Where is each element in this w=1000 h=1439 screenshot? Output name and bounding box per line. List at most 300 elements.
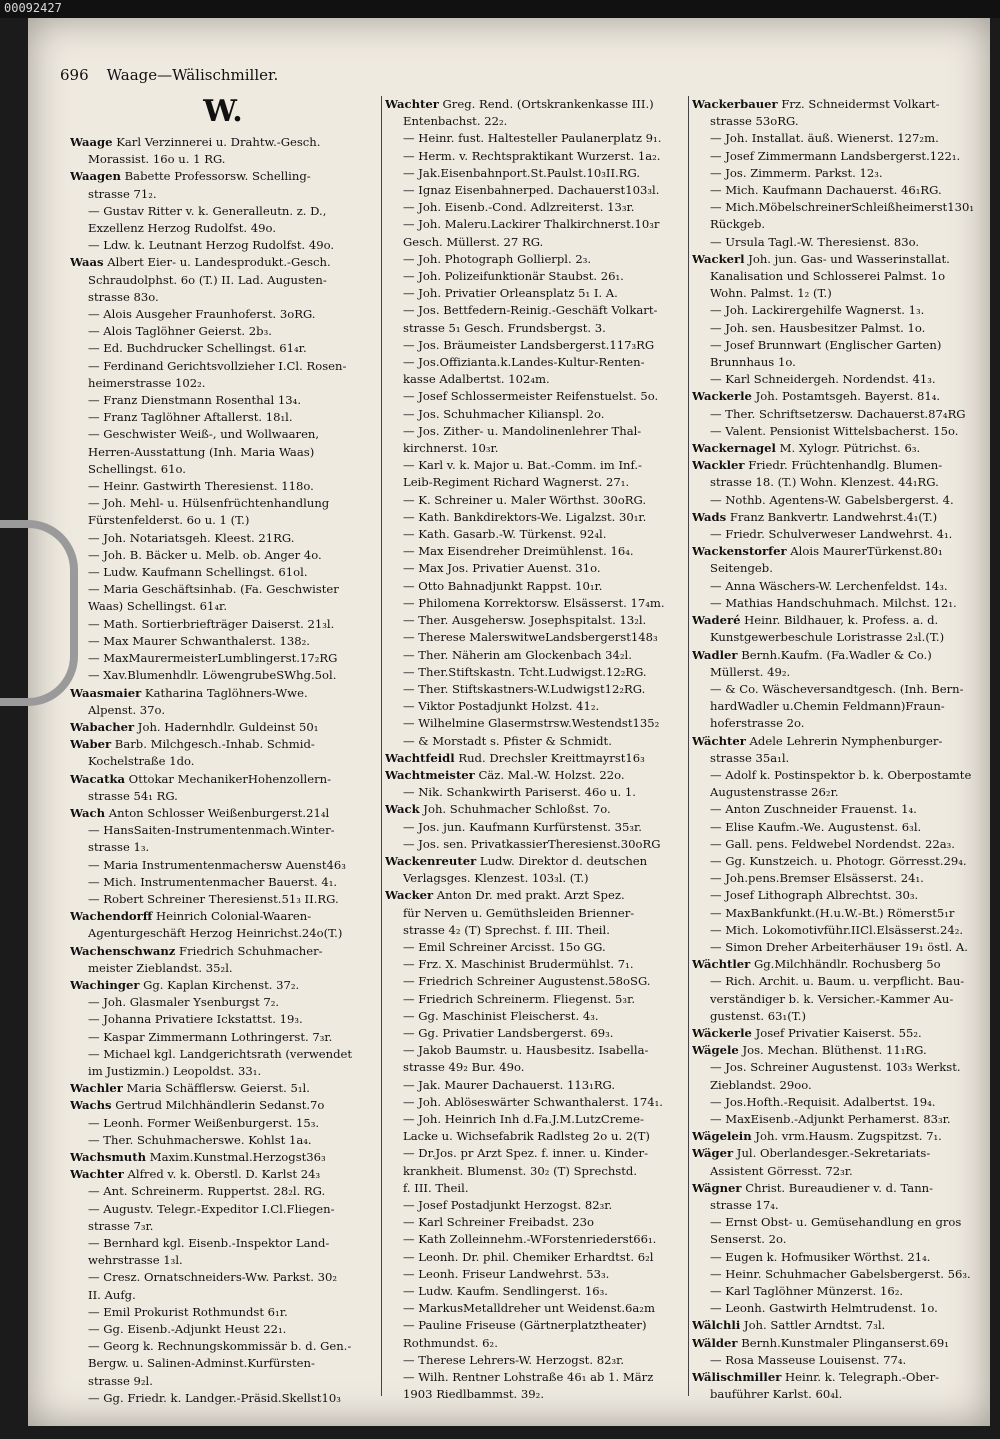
entry-text: — Herm. v. Rechtspraktikant Wurzerst. 1a₂. (403, 148, 661, 163)
directory-entry (385, 234, 683, 251)
entry-text: — Jakob Baumstr. u. Hausbesitz. Isabella- (403, 1043, 649, 1058)
entry-text: Rückgeb. (710, 217, 766, 232)
directory-entry (70, 323, 376, 340)
entry-text: — Georg k. Rechnungskommissär b. d. Gen.- (88, 1339, 352, 1354)
directory-entry (692, 870, 980, 887)
entry-text: kirchnerst. 10₃r. (403, 441, 499, 456)
entry-text: — Heinr. Gastwirth Theresienst. 118o. (88, 479, 314, 494)
entry-surname: Wägele (692, 1043, 739, 1058)
entry-surname: Wachenschwanz (70, 943, 176, 958)
entry-text: Exzellenz Herzog Rudolfst. 49o. (88, 221, 277, 236)
directory-entry (692, 1077, 980, 1094)
directory-entry (385, 1317, 683, 1334)
directory-entry (385, 819, 683, 836)
directory-entry (692, 681, 980, 698)
entry-text: — Rich. Archit. u. Baum. u. verpflicht. Bau- (710, 974, 965, 989)
entry-surname: Waas (70, 255, 104, 270)
directory-entry (692, 96, 980, 113)
entry-text: Lacke u. Wichsefabrik Radlsteg 2o u. 2(T) (403, 1129, 650, 1144)
entry-surname: Wäckerle (692, 1025, 752, 1040)
entry-surname: Wägner (692, 1180, 742, 1195)
directory-entry (692, 1197, 980, 1214)
directory-entry (385, 509, 683, 526)
directory-entry (385, 285, 683, 302)
entry-text: — Joh. Polizeifunktionär Staubst. 26₁. (403, 269, 624, 284)
directory-entry (692, 423, 980, 440)
directory-entry (70, 1149, 376, 1166)
directory-entry (385, 96, 683, 113)
directory-entry (70, 719, 376, 736)
entry-text: für Nerven u. Gemüthsleiden Brienner- (403, 905, 635, 920)
entry-text: — Jos. jun. Kaufmann Kurfürstenst. 35₃r. (403, 819, 642, 834)
entry-text: Anton Dr. med prakt. Arzt Spez. (433, 888, 625, 903)
directory-entry (70, 461, 376, 478)
entry-text: M. Xylogr. Pütrichst. 6₃. (775, 441, 921, 456)
binder-clip (0, 520, 78, 706)
entry-text: — Michael kgl. Landgerichtsrath (verwendet (88, 1046, 353, 1061)
directory-entry (692, 1386, 980, 1403)
entry-text: — Viktor Postadjunkt Holzst. 41₂. (403, 699, 600, 714)
directory-entry (692, 578, 980, 595)
entry-text: — Math. Sortierbriefträger Daiserst. 21₃l. (88, 616, 335, 631)
entry-text: Ottokar MechanikerHohenzollern- (125, 771, 332, 786)
entry-text: — Jos. Zither- u. Mandolinenlehrer Thal- (403, 423, 642, 438)
directory-entry (385, 130, 683, 147)
entry-surname: Wälischmiller (692, 1370, 782, 1385)
directory-entry (692, 509, 980, 526)
directory-entry (692, 991, 980, 1008)
page-number: 696 (60, 66, 89, 84)
entry-text: Schraudolphst. 6o (T.) II. Lad. Augusten- (88, 272, 327, 287)
entry-text: — Maria Geschäftsinhab. (Fa. Geschwister (88, 582, 339, 597)
entry-text: — Ernst Obst- u. Gemüsehandlung en gros (710, 1215, 962, 1230)
entry-text: — K. Schreiner u. Maler Wörthst. 30oRG. (403, 492, 647, 507)
directory-entry (385, 991, 683, 1008)
directory-entry (385, 801, 683, 818)
directory-entry (70, 495, 376, 512)
directory-entry (385, 887, 683, 904)
entry-text: II. Aufg. (88, 1287, 136, 1302)
column-3 (692, 96, 980, 1403)
directory-entry (692, 973, 980, 990)
directory-entry (692, 216, 980, 233)
directory-entry (385, 1042, 683, 1059)
directory-entry (692, 1128, 980, 1145)
column-2 (385, 96, 683, 1403)
entry-text: — Wilh. Rentner Lohstraße 46₁ ab 1. März (403, 1370, 654, 1385)
directory-entry (692, 905, 980, 922)
entry-surname: Wackerle (692, 389, 752, 404)
entry-text: — Simon Dreher Arbeiterhäuser 19₁ östl. A. (710, 939, 968, 954)
directory-entry (385, 199, 683, 216)
entry-text: — Franz Dienstmann Rosenthal 13₄. (88, 393, 302, 408)
entry-text: — Jos. Schuhmacher Kilianspl. 2o. (403, 406, 605, 421)
directory-entry (692, 887, 980, 904)
entry-text: Joh. Schuhmacher Schloßst. 7o. (419, 802, 611, 817)
directory-entry (692, 629, 980, 646)
entry-text: — Kaspar Zimmermann Lothringerst. 7₃r. (88, 1029, 333, 1044)
entry-surname: Wachsmuth (70, 1149, 147, 1164)
entry-text: strasse 54₁ RG. (88, 788, 178, 803)
entry-text: — Ther. Schriftsetzersw. Dachauerst.87₄RG (710, 406, 966, 421)
entry-text: strasse 18. (T.) Wohn. Klenzest. 44₁RG. (710, 475, 939, 490)
directory-entry (692, 767, 980, 784)
entry-text: Bernh.Kunstmaler Plinganserst.69₁ (737, 1335, 949, 1350)
entry-surname: Wächter (692, 733, 746, 748)
entry-text: — Dr.Jos. pr Arzt Spez. f. inner. u. Kinder- (403, 1146, 649, 1161)
entry-text: Joh. Hadernhdlr. Guldeinst 50₁ (134, 719, 319, 734)
entry-text: Rothmundst. 6₂. (403, 1335, 498, 1350)
entry-text: krankheit. Blumenst. 30₂ (T) Sprechstd. (403, 1163, 638, 1178)
directory-entry (692, 750, 980, 767)
entry-text: — Therese Lehrers-W. Herzogst. 82₃r. (403, 1352, 625, 1367)
entry-text: — Gg. Privatier Landsbergerst. 69₃. (403, 1025, 614, 1040)
entry-text: — Valent. Pensionist Wittelsbacherst. 15o. (710, 423, 959, 438)
entry-text: — Gg. Eisenb.-Adjunkt Heust 22₁. (88, 1322, 287, 1337)
entry-text: — Emil Schreiner Arcisst. 15o GG. (403, 939, 606, 954)
directory-entry (385, 595, 683, 612)
scan-strip (0, 0, 1000, 18)
directory-entry (70, 1063, 376, 1080)
directory-entry (692, 113, 980, 130)
directory-entry (70, 925, 376, 942)
directory-entry (385, 165, 683, 182)
directory-entry (692, 182, 980, 199)
directory-entry (385, 870, 683, 887)
directory-entry (385, 1335, 683, 1352)
directory-entry (385, 1214, 683, 1231)
directory-entry (692, 956, 980, 973)
directory-entry (692, 560, 980, 577)
directory-entry (692, 1163, 980, 1180)
directory-entry (692, 1059, 980, 1076)
directory-entry (385, 733, 683, 750)
entry-text: — & Morstadt s. Pfister & Schmidt. (403, 733, 612, 748)
entry-text: Babette Professorsw. Schelling- (120, 169, 311, 184)
entry-text: — Joh.pens.Bremser Elsässerst. 24₁. (710, 871, 924, 886)
entry-text: — Ludw. Kaufmann Schellingst. 61ol. (88, 565, 308, 580)
directory-entry (70, 1029, 376, 1046)
entry-surname: Wadler (692, 647, 738, 662)
entry-text: Agenturgeschäft Herzog Heinrichst.24o(T.) (88, 926, 343, 941)
entry-text: Joh. vrm.Hausm. Zugspitzst. 7₁. (751, 1129, 942, 1144)
entry-text: — Otto Bahnadjunkt Rappst. 10₁r. (403, 578, 603, 593)
directory-entry (70, 220, 376, 237)
entry-text: — Leonh. Former Weißenburgerst. 15₃. (88, 1115, 320, 1130)
entry-text: — Eugen k. Hofmusiker Wörthst. 21₄. (710, 1249, 931, 1264)
directory-entry (70, 358, 376, 375)
entry-text: — Gg. Friedr. k. Landger.-Präsid.Skellst10₃ (88, 1390, 341, 1405)
entry-text: Bergw. u. Salinen-Adminst.Kurfürsten- (88, 1356, 315, 1371)
directory-entry (692, 853, 980, 870)
directory-entry (385, 1008, 683, 1025)
entry-text: f. III. Theil. (403, 1180, 469, 1195)
directory-entry (692, 1111, 980, 1128)
entry-text: — Mich. Kaufmann Dachauerst. 46₁RG. (710, 183, 942, 198)
entry-text: — Augustv. Telegr.-Expeditor I.Cl.Fliegen- (88, 1201, 335, 1216)
directory-entry (385, 354, 683, 371)
directory-entry (692, 836, 980, 853)
entry-text: — Cresz. Ornatschneiders-Ww. Parkst. 30₂ (88, 1270, 338, 1285)
directory-entry (70, 289, 376, 306)
directory-entry (385, 784, 683, 801)
directory-entry (385, 1231, 683, 1248)
directory-entry (70, 478, 376, 495)
directory-entry (692, 543, 980, 560)
directory-entry (692, 130, 980, 147)
entry-surname: Wägelein (692, 1129, 752, 1144)
entry-text: — Joh. Maleru.Lackirer Thalkirchnerst.10₃r (403, 217, 660, 232)
entry-text: Alfred v. k. Oberstl. D. Karlst 24₃ (123, 1167, 321, 1182)
directory-entry (692, 819, 980, 836)
entry-text: — Mich.MöbelschreinerSchleißheimerst130₁ (710, 200, 974, 215)
directory-entry (385, 148, 683, 165)
entry-surname: Wachs (70, 1098, 112, 1113)
directory-entry (692, 595, 980, 612)
directory-entry (385, 251, 683, 268)
directory-entry (385, 1111, 683, 1128)
directory-entry (70, 1269, 376, 1286)
entry-text: Entenbachst. 22₂. (403, 114, 508, 129)
entry-text: — Franz Taglöhner Aftallerst. 18₁l. (88, 410, 293, 425)
directory-entry (70, 272, 376, 289)
directory-entry (692, 337, 980, 354)
entry-text: — Emil Prokurist Rothmundst 6₁r. (88, 1304, 288, 1319)
directory-entry (385, 423, 683, 440)
directory-entry (385, 1300, 683, 1317)
directory-entry (692, 165, 980, 182)
directory-entry (70, 667, 376, 684)
entry-text: — MarkusMetalldreher unt Weidenst.6a₂m (403, 1301, 655, 1316)
directory-entry (385, 1283, 683, 1300)
directory-entry (70, 1166, 376, 1183)
directory-entry (70, 134, 376, 151)
directory-entry (692, 234, 980, 251)
entry-text: — Ed. Buchdrucker Schellingst. 61₄r. (88, 341, 307, 356)
entry-surname: Wachinger (70, 977, 140, 992)
entry-text: — Johanna Privatiere Ickstattst. 19₃. (88, 1012, 303, 1027)
directory-entry (70, 547, 376, 564)
directory-entry (692, 1094, 980, 1111)
directory-entry (70, 685, 376, 702)
entry-text: — Joh. Privatier Orleansplatz 5₁ I. A. (403, 286, 618, 301)
entry-text: — Ther. Stiftskastners-W.Ludwigst12₂RG. (403, 681, 646, 696)
entry-text: — Joh. sen. Hausbesitzer Palmst. 1o. (710, 320, 926, 335)
entry-text: — Ferdinand Gerichtsvollzieher I.Cl. Rosen- (88, 358, 347, 373)
entry-surname: Wackenreuter (385, 853, 477, 868)
entry-text: verständiger b. k. Versicher.-Kammer Au- (710, 991, 954, 1006)
entry-text: Senserst. 2o. (710, 1232, 787, 1247)
entry-text: gustenst. 63₁(T.) (710, 1008, 806, 1023)
entry-text: — Mich. Lokomotivführ.IICl.Elsässerst.24₂. (710, 922, 964, 937)
directory-entry (70, 530, 376, 547)
entry-text: strasse 17₄. (710, 1198, 779, 1212)
directory-entry (385, 1352, 683, 1369)
directory-entry (385, 182, 683, 199)
directory-entry (70, 822, 376, 839)
directory-entry (692, 733, 980, 750)
entry-text: — MaxBankfunkt.(H.u.W.-Bt.) Römerst5₁r (710, 905, 955, 920)
entry-text: — Karl v. k. Major u. Bat.-Comm. im Inf.- (403, 458, 642, 473)
entry-text: Joh. jun. Gas- und Wasserinstallat. (744, 251, 950, 266)
directory-entry (385, 406, 683, 423)
entry-text: — Robert Schreiner Theresienst.51₃ II.RG. (88, 891, 339, 906)
entry-text: — Ther. Schuhmacherswe. Kohlst 1a₄. (88, 1132, 312, 1147)
directory-entry (385, 681, 683, 698)
entry-text: — Mathias Handschuhmach. Milchst. 12₁. (710, 595, 957, 610)
entry-text: — Friedr. Schulverweser Landwehrst. 4₁. (710, 527, 953, 542)
directory-entry (692, 922, 980, 939)
entry-text: — Leonh. Friseur Landwehrst. 53₃. (403, 1266, 610, 1281)
directory-entry (70, 1218, 376, 1235)
directory-entry (385, 457, 683, 474)
directory-entry (70, 977, 376, 994)
entry-text: — Karl Taglöhner Münzerst. 16₂. (710, 1284, 904, 1299)
directory-entry (385, 440, 683, 457)
directory-entry (385, 905, 683, 922)
entry-surname: Wads (692, 509, 727, 524)
entry-text: — MaxEisenb.-Adjunkt Perhamerst. 83₃r. (710, 1111, 951, 1126)
directory-entry (70, 1373, 376, 1390)
entry-text: Wohn. Palmst. 1₂ (T.) (710, 286, 832, 301)
directory-entry (385, 1059, 683, 1076)
directory-entry (692, 492, 980, 509)
entry-text: Rud. Drechsler Kreittmayrst16₃ (454, 750, 645, 765)
directory-entry (70, 753, 376, 770)
entry-text: — Anna Wäschers-W. Lerchenfeldst. 14₃. (710, 578, 948, 593)
directory-entry (692, 1180, 980, 1197)
entry-text: Katharina Taglöhners-Wwe. (141, 685, 308, 700)
entry-text: im Justizmin.) Leopoldst. 33₁. (88, 1063, 262, 1078)
entry-text: — Jos. Schreiner Augustenst. 103₃ Werkst. (710, 1060, 961, 1075)
entry-text: — Josef Schlossermeister Reifenstuelst. 5o. (403, 389, 659, 404)
entry-text: strasse 5₁ Gesch. Frundsbergst. 3. (403, 320, 606, 335)
directory-entry (70, 306, 376, 323)
directory-entry (385, 1163, 683, 1180)
entry-text: — Therese MalerswitweLandsbergerst148₃ (403, 630, 658, 645)
entry-text: — Nothb. Agentens-W. Gabelsbergerst. 4. (710, 492, 954, 507)
directory-entry (70, 943, 376, 960)
entry-text: Herren-Ausstattung (Inh. Maria Waas) (88, 444, 315, 459)
entry-text: Barb. Milchgesch.-Inhab. Schmid- (111, 737, 315, 752)
entry-text: Gesch. Müllerst. 27 RG. (403, 234, 544, 249)
entry-text: — Jos. Zimmerm. Parkst. 12₃. (710, 165, 883, 180)
directory-entry (70, 581, 376, 598)
directory-entry (385, 1145, 683, 1162)
directory-entry (70, 254, 376, 271)
directory-entry (692, 647, 980, 664)
entry-surname: Waage (70, 135, 113, 149)
column-1 (70, 94, 376, 1407)
entry-text: — Ther. Ausgehersw. Josephspitalst. 13₂l. (403, 613, 647, 628)
directory-entry (385, 216, 683, 233)
entry-text: Maxim.Kunstmal.Herzogst36₃ (146, 1149, 326, 1164)
entry-text: — Pauline Friseuse (Gärtnerplatztheater) (403, 1318, 647, 1333)
directory-entry (70, 650, 376, 667)
section-letter: W. (203, 94, 243, 129)
directory-entry (692, 1352, 980, 1369)
entry-surname: Wacatka (70, 771, 125, 786)
directory-entry (692, 1145, 980, 1162)
entry-text: Friedr. Früchtenhandlg. Blumen- (744, 458, 943, 473)
directory-entry (70, 891, 376, 908)
entry-text: Gg.Milchhändlr. Rochusberg 5o (750, 957, 941, 972)
directory-entry (385, 612, 683, 629)
entry-text: Maria Schäfflersw. Geierst. 5₁l. (122, 1081, 310, 1096)
entry-text: wehrstrasse 1₃l. (88, 1253, 183, 1268)
entry-text: Leib-Regiment Richard Wagnerst. 27₁. (403, 475, 630, 490)
entry-text: Cäz. Mal.-W. Holzst. 22o. (474, 767, 625, 782)
directory-entry (692, 1283, 980, 1300)
directory-entry (385, 1077, 683, 1094)
entry-surname: Wächtler (692, 957, 751, 972)
entry-text: — Leonh. Gastwirth Helmtrudenst. 1o. (710, 1301, 938, 1316)
directory-entry (692, 526, 980, 543)
entry-text: — Karl Schneidergeh. Nordendst. 41₃. (710, 372, 936, 387)
directory-entry (692, 1214, 980, 1231)
directory-entry (70, 598, 376, 615)
entry-surname: Waderé (692, 613, 741, 628)
entry-text: — Nik. Schankwirth Pariserst. 46o u. 1. (403, 785, 636, 800)
entry-surname: Wacker (385, 888, 434, 903)
entry-text: Heinr. Bildhauer, k. Profess. a. d. (740, 613, 939, 628)
entry-text: — Geschwister Weiß-, und Wollwaaren, (88, 427, 320, 442)
directory-entry (692, 320, 980, 337)
directory-entry (385, 922, 683, 939)
entry-text: — Ther. Näherin am Glockenbach 34₂l. (403, 647, 632, 662)
directory-entry (70, 994, 376, 1011)
entry-surname: Wackerbauer (692, 97, 778, 111)
directory-entry (692, 251, 980, 268)
column-rule-2 (688, 96, 689, 1396)
entry-surname: Wachtfeidl (385, 750, 455, 765)
directory-entry (692, 1231, 980, 1248)
entry-text: Karl Verzinnerei u. Drahtw.-Gesch. (112, 135, 321, 149)
entry-text: — Wilhelmine Glasermstrsw.Westendst135₂ (403, 716, 660, 731)
directory-entry (692, 1335, 980, 1352)
entry-text: — Joh. Notariatsgeh. Kleest. 21RG. (88, 530, 295, 545)
directory-entry (692, 268, 980, 285)
entry-surname: Wack (385, 802, 420, 817)
entry-text: — Alois Taglöhner Geierst. 2b₃. (88, 324, 272, 339)
directory-entry (385, 320, 683, 337)
entry-text: — Leonh. Dr. phil. Chemiker Erhardtst. 6₂l (403, 1249, 654, 1264)
entry-text: Christ. Bureaudiener v. d. Tann- (741, 1180, 934, 1195)
directory-entry (70, 1235, 376, 1252)
entry-text: Morassist. 16o u. 1 RG. (88, 152, 226, 167)
entry-text: Greg. Rend. (Ortskrankenkasse III.) (438, 97, 654, 111)
entry-text: — Gg. Maschinist Fleischerst. 4₃. (403, 1008, 599, 1023)
entry-text: Waas) Schellingst. 61₄r. (88, 599, 227, 614)
directory-entry (692, 440, 980, 457)
entry-text: Adele Lehrerin Nymphenburger- (745, 733, 943, 748)
entry-text: Josef Privatier Kaiserst. 55₂. (751, 1025, 922, 1040)
directory-entry (385, 302, 683, 319)
directory-entry (385, 750, 683, 767)
entry-text: Assistent Görresst. 72₃r. (710, 1163, 853, 1178)
directory-entry (692, 664, 980, 681)
entry-text: — Joh. Lackirergehilfe Wagnerst. 1₃. (710, 303, 925, 318)
directory-entry (70, 771, 376, 788)
entry-text: — Elise Kaufm.-We. Augustenst. 6₃l. (710, 819, 922, 834)
entry-text: strasse 71₂. (88, 186, 157, 201)
entry-text: — Jos. Bettfedern-Reinig.-Geschäft Volkart- (403, 303, 658, 318)
directory-entry (70, 168, 376, 185)
entry-text: Jos. Mechan. Blüthenst. 11₁RG. (738, 1043, 927, 1058)
directory-entry (70, 1115, 376, 1132)
running-title: Waage—Wälischmiller. (106, 66, 279, 84)
entry-text: — Philomena Korrektorsw. Elsässerst. 17₄m. (403, 595, 665, 610)
